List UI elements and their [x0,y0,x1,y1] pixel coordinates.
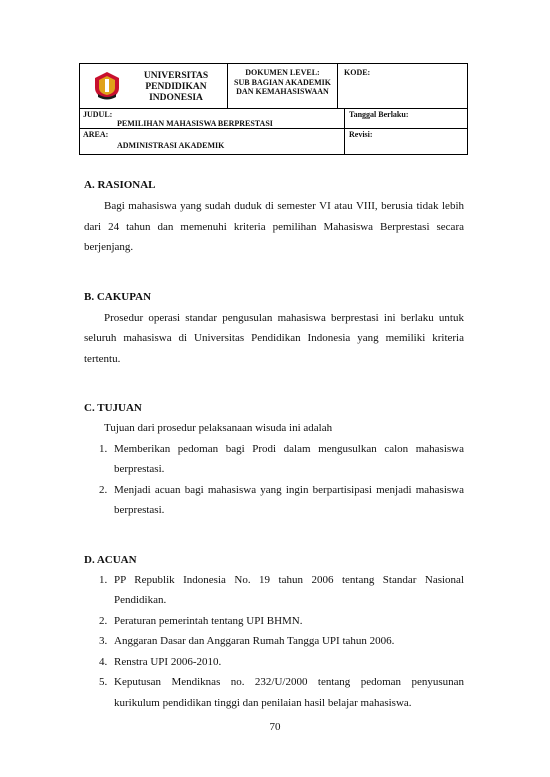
revisi-label: Revisi: [349,130,373,139]
kode-label: KODE: [344,68,371,77]
document-header-table [79,63,468,155]
list-item [84,631,464,652]
judul-label: JUDUL: [83,110,113,119]
list-text: Anggaran Dasar dan Anggaran Rumah Tangga UPI tahun 2006. [114,635,395,647]
section-heading-cakupan: B. CAKUPAN [84,290,152,303]
acuan-list [84,570,464,714]
area-label: AREA: [83,130,109,139]
document-level-cell [228,64,338,108]
list-number: 2. [99,614,108,627]
list-item [84,672,464,713]
area-value: ADMINISTRASI AKADEMIK [117,141,225,150]
university-name-line: UNIVERSITAS [143,71,209,81]
list-number: 2. [99,483,108,496]
list-text: Menjadi acuan bagi mahasiswa yang ingin berpartisipasi menjadi mahasiswa berprestasi. [114,483,464,516]
document-level-value: SUB BAGIAN AKADEMIK [234,77,331,87]
list-number: 4. [99,655,108,668]
document-level-label: DOKUMEN LEVEL: [245,68,320,77]
university-logo [92,70,122,100]
list-text: Renstra UPI 2006-2010. [114,655,222,668]
divider [344,108,345,154]
list-item [84,480,464,521]
list-number: 5. [99,676,108,688]
divider [80,108,467,109]
list-text: Memberikan pedoman bagi Prodi dalam mengusulkan calon mahasiswa berprestasi. [114,442,464,475]
list-text: PP Republik Indonesia No. 19 tahun 2006 tentang Standar Nasional Pendidikan. [114,573,464,606]
list-item [84,652,464,673]
document-body [84,178,464,713]
list-number: 1. [99,442,108,455]
list-number: 1. [99,573,108,586]
tanggal-berlaku-label: Tanggal Berlaku: [349,110,409,119]
logo-cell [80,64,228,108]
list-text: Peraturan pemerintah tentang UPI BHMN. [114,614,303,627]
divider [80,128,467,129]
list-item [84,611,464,632]
list-item [84,570,464,611]
rasional-paragraph: Bagi mahasiswa yang sudah duduk di semester VI atau VIII, berusia tidak lebih dari 24 tahun dan memenuhi kriteria pemilihan Mahasiswa Berprestasi secara berjenjang. [84,200,464,253]
cakupan-paragraph: Prosedur operasi standar pengusulan mahasiswa berprestasi ini berlaku untuk seluruh mahasiswa di Universitas Pendidikan Indonesia yang memiliki kriteria tertentu. [84,311,464,365]
list-number: 3. [99,635,108,647]
university-name-line: INDONESIA [149,93,203,103]
university-name [130,71,222,104]
kode-cell [338,64,468,108]
judul-value: PEMILIHAN MAHASISWA BERPRESTASI [117,119,273,128]
tujuan-intro: Tujuan dari prosedur pelaksanaan wisuda ini adalah [104,422,333,434]
tujuan-list [84,439,464,521]
list-text: Keputusan Mendiknas no. 232/U/2000 tentang pedoman penyusunan kurikulum pendidikan tinggi dan penilaian hasil belajar mahasiswa. [114,676,464,709]
section-heading-rasional: A. RASIONAL [84,179,156,191]
university-name-line: PENDIDIKAN [145,82,207,92]
section-heading-acuan: D. ACUAN [84,553,137,566]
page-number: 70 [269,721,281,733]
list-item [84,439,464,480]
section-heading-tujuan: C. TUJUAN [84,402,142,414]
document-level-value: DAN KEMAHASISWAAN [236,87,329,96]
